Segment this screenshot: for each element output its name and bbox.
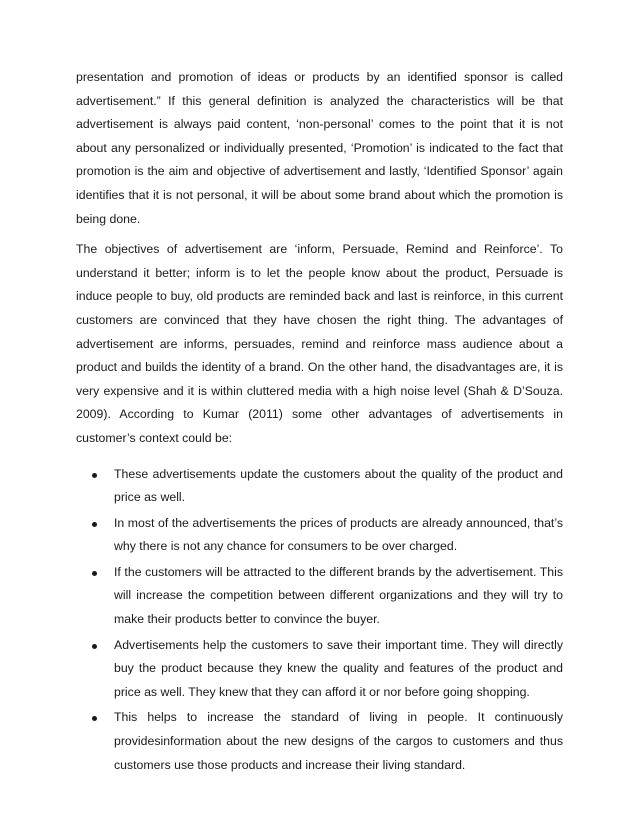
list-item <box>76 463 563 510</box>
list-item <box>76 512 563 559</box>
list-item-text: This helps to increase the standard of living in people. It continuously providesinformation about the new designs of the cargos to customers and thus customers use those products and increase their living standard. <box>114 710 563 772</box>
bullet-icon <box>92 522 97 527</box>
list-item-text: Advertisements help the customers to save their important time. They will directly buy the product because they knew the quality and features of the product and price as well. They knew that they can afford it or nor before going shopping. <box>114 637 563 699</box>
advantages-list <box>76 463 563 778</box>
list-item-text: In most of the advertisements the prices of products are already announced, that’s why there is not any chance for consumers to be over charged. <box>114 515 563 554</box>
bullet-icon <box>92 571 97 576</box>
list-item <box>76 706 563 777</box>
bullet-icon <box>92 644 97 649</box>
document-page <box>76 66 563 779</box>
list-item-text: These advertisements update the customers about the quality of the product and price as well. <box>114 466 563 505</box>
list-item-text: If the customers will be attracted to the different brands by the advertisement. This will increase the competition between different organizations and they will try to make their products better to convince the buyer. <box>114 564 563 627</box>
list-item <box>76 561 563 632</box>
list-item <box>76 634 563 705</box>
bullet-icon <box>92 716 97 721</box>
paragraph-definition: presentation and promotion of ideas or products by an identified sponsor is called advertisement.” If this general definition is analyzed the characteristics will be that advertisement is always paid content, ‘non-personal’ comes to the point that it is not about any personalized or individually presented, ‘Promotion’ is indicated to the fact that promotion is the aim and objective of advertisement and lastly, ‘Identified Sponsor’ again identifies that it is not personal, it will be about some brand about which the promotion is being done. <box>76 70 563 226</box>
bullet-icon <box>92 473 97 478</box>
paragraph-objectives: The objectives of advertisement are ‘inform, Persuade, Remind and Reinforce’. To understand it better; inform is to let the people know about the product, Persuade is induce people to buy, old products are reminded back and last is reinforce, in this current customers are convinced that they have chosen the right thing. The advantages of advertisement are informs, persuades, remind and reinforce mass audience about a product and builds the identity of a brand. On the other hand, the disadvantages are, it is very expensive and it is within cluttered media with a high noise level (Shah & D’Souza. 2009). According to Kumar (2011) some other advantages of advertisements in customer’s context could be: <box>76 242 563 445</box>
